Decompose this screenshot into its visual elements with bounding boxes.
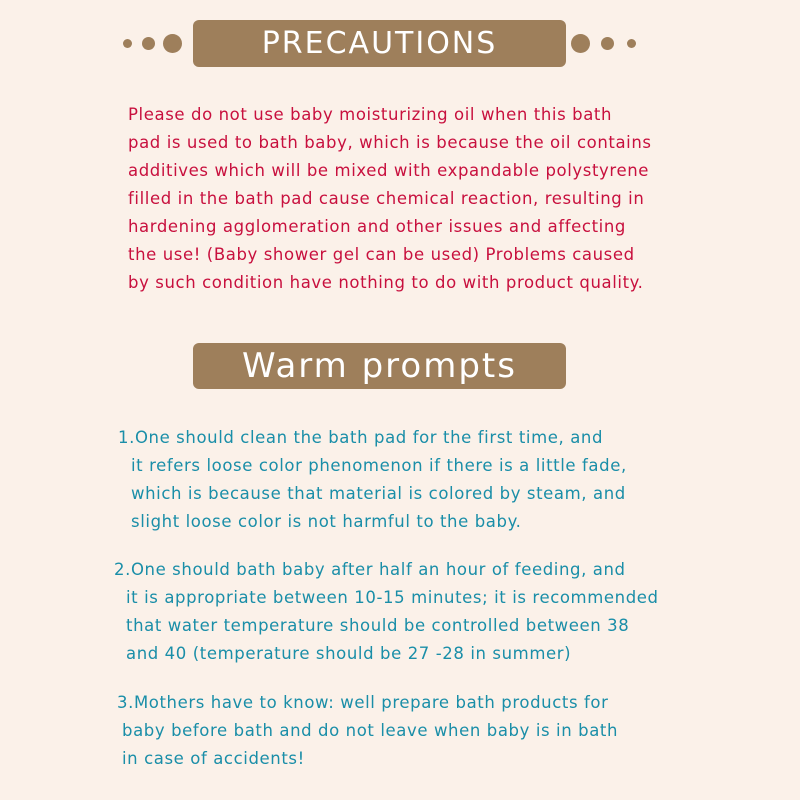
precautions-paragraph	[128, 101, 652, 297]
decorative-dot	[601, 37, 614, 50]
precautions-line: hardening agglomeration and other issues and affecting	[128, 217, 626, 236]
warm-prompts-title: Warm prompts	[242, 346, 517, 386]
prompt-line: slight loose color is not harmful to the baby.	[131, 512, 522, 531]
prompt-line: 2.One should bath baby after half an hour of feeding, and	[114, 560, 626, 579]
prompt-line: 1.One should clean the bath pad for the first time, and	[118, 428, 604, 447]
prompt-line: and 40 (temperature should be 27 -28 in summer)	[126, 644, 572, 663]
prompt-item-2	[114, 556, 659, 668]
decorative-dot	[627, 39, 636, 48]
warm-prompts-banner	[193, 343, 566, 389]
precautions-line: the use! (Baby shower gel can be used) Problems caused	[128, 245, 635, 264]
precautions-line: Please do not use baby moisturizing oil when this bath	[128, 105, 613, 124]
prompt-item-3	[117, 689, 618, 773]
precautions-line: pad is used to bath baby, which is because the oil contains	[128, 133, 652, 152]
precautions-title: PRECAUTIONS	[261, 26, 498, 61]
prompt-line: baby before bath and do not leave when baby is in bath	[122, 721, 619, 740]
precautions-line: additives which will be mixed with expandable polystyrene	[128, 161, 649, 180]
decorative-dot	[123, 39, 132, 48]
precautions-line: filled in the bath pad cause chemical reaction, resulting in	[128, 189, 645, 208]
prompt-item-1	[118, 424, 627, 536]
precautions-banner	[193, 20, 566, 67]
prompt-line: 3.Mothers have to know: well prepare bath products for	[117, 693, 609, 712]
prompt-line: it refers loose color phenomenon if there is a little fade,	[131, 456, 627, 475]
decorative-dot	[163, 34, 182, 53]
prompt-line: which is because that material is colored by steam, and	[131, 484, 626, 503]
prompt-line: in case of accidents!	[122, 749, 305, 768]
decorative-dot	[142, 37, 155, 50]
precautions-line: by such condition have nothing to do with product quality.	[128, 273, 644, 292]
decorative-dot	[571, 34, 590, 53]
prompt-line: that water temperature should be controlled between 38	[126, 616, 630, 635]
prompt-line: it is appropriate between 10-15 minutes; it is recommended	[126, 588, 659, 607]
